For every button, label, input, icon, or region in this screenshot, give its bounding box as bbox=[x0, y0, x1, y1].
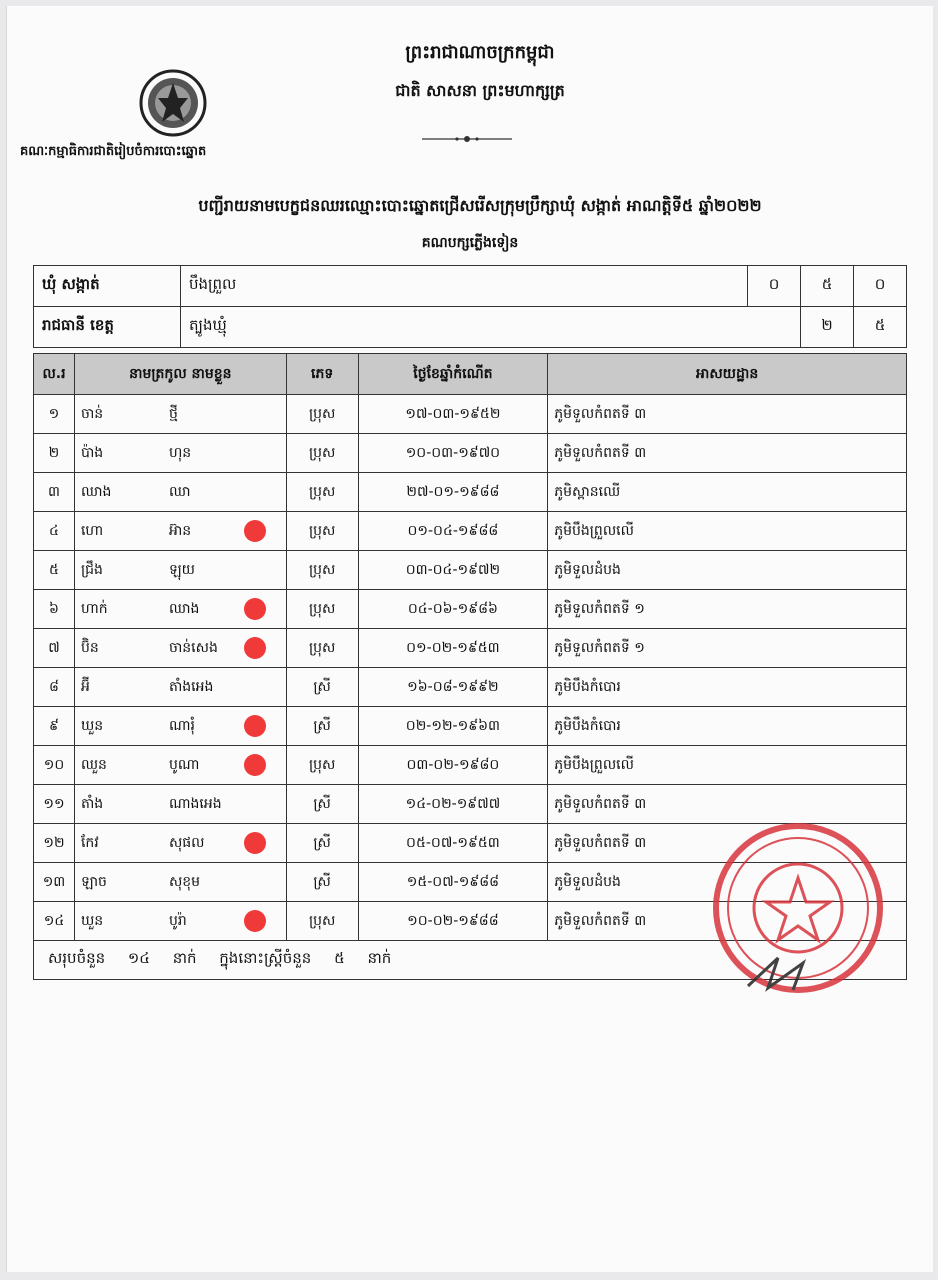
female-label: ក្នុងនោះស្ត្រីចំនួន bbox=[219, 949, 312, 967]
table-row bbox=[34, 473, 907, 512]
sex-cell: ស្រី bbox=[286, 668, 358, 707]
address-cell: ភូមិស្ពានឈើ bbox=[548, 473, 907, 512]
sex-cell: ប្រុស bbox=[286, 902, 358, 941]
table-row bbox=[34, 668, 907, 707]
address-cell: ភូមិទួលកំពតទី ៣ bbox=[548, 434, 907, 473]
row-number: ១៣ bbox=[34, 863, 75, 902]
address-cell: ភូមិបឹងព្រួលលើ bbox=[548, 746, 907, 785]
table-row bbox=[34, 551, 907, 590]
dob-cell: ១០-០២-១៩៨៨ bbox=[358, 902, 548, 941]
commune-code: ០ bbox=[854, 266, 907, 307]
dob-cell: ១៤-០២-១៩៧៧ bbox=[358, 785, 548, 824]
name-cell bbox=[74, 746, 286, 785]
address-cell: ភូមិបឹងកំបោរ bbox=[548, 707, 907, 746]
name-cell bbox=[74, 707, 286, 746]
national-motto: ជាតិ សាសនា ព្រះមហាក្សត្រ bbox=[395, 81, 565, 100]
table-row bbox=[34, 629, 907, 668]
red-mark-dot bbox=[244, 637, 266, 659]
family-name: ឃួន bbox=[80, 912, 104, 929]
name-cell bbox=[74, 863, 286, 902]
dob-cell: ១៧-០៣-១៩៥២ bbox=[358, 395, 548, 434]
committee-name: គណៈកម្មាធិការជាតិរៀបចំការបោះឆ្នោត bbox=[20, 144, 207, 159]
kingdom-heading: ព្រះរាជាណាចក្រកម្ពុជា bbox=[405, 42, 555, 63]
given-name: ណារុំ bbox=[168, 717, 195, 734]
given-name: ថ្មី bbox=[168, 405, 178, 422]
family-name: ជ្រឹង bbox=[80, 561, 103, 578]
row-number: ៩ bbox=[34, 707, 75, 746]
header-address: អាសយដ្ឋាន bbox=[548, 354, 907, 395]
family-name: អ៊ី bbox=[80, 678, 90, 695]
commune-label: ឃុំ សង្កាត់ bbox=[34, 266, 181, 307]
dob-cell: ០១-០២-១៩៥៣ bbox=[358, 629, 548, 668]
ornamental-divider bbox=[422, 135, 512, 143]
address-cell: ភូមិទួលកំពតទី ៣ bbox=[548, 902, 907, 941]
dob-cell: ១៦-០៨-១៩៩២ bbox=[358, 668, 548, 707]
table-row bbox=[34, 512, 907, 551]
family-name: ប៊ិន bbox=[80, 639, 99, 656]
dob-cell: ០៣-០៤-១៩៧២ bbox=[358, 551, 548, 590]
name-cell bbox=[74, 551, 286, 590]
sex-cell: ស្រី bbox=[286, 785, 358, 824]
family-name: ឈាង bbox=[80, 483, 112, 500]
sex-cell: ប្រុស bbox=[286, 629, 358, 668]
address-cell: ភូមិទួលកំពតទី ១ bbox=[548, 629, 907, 668]
sex-cell: ប្រុស bbox=[286, 512, 358, 551]
name-cell bbox=[74, 473, 286, 512]
name-cell bbox=[74, 902, 286, 941]
committee-logo bbox=[138, 68, 208, 138]
row-number: ១ bbox=[34, 395, 75, 434]
sex-cell: ស្រី bbox=[286, 707, 358, 746]
row-number: ២ bbox=[34, 434, 75, 473]
address-cell: ភូមិបឹងកំបោរ bbox=[548, 668, 907, 707]
table-header-row bbox=[34, 354, 907, 395]
female-unit: នាក់ bbox=[367, 949, 392, 967]
name-cell bbox=[74, 590, 286, 629]
dob-cell: ០៤-០៦-១៩៨៦ bbox=[358, 590, 548, 629]
family-name: តាំង bbox=[80, 795, 104, 812]
address-cell: ភូមិទួលកំពតទី ៣ bbox=[548, 785, 907, 824]
party-name: គណបក្សភ្លើងទៀន bbox=[421, 235, 519, 251]
commune-code: ០ bbox=[748, 266, 801, 307]
sex-cell: ស្រី bbox=[286, 824, 358, 863]
sex-cell: ប្រុស bbox=[286, 395, 358, 434]
name-cell bbox=[74, 512, 286, 551]
sex-cell: ប្រុស bbox=[286, 746, 358, 785]
red-mark-dot bbox=[244, 832, 266, 854]
red-mark-dot bbox=[244, 754, 266, 776]
family-name: ហាក់ bbox=[80, 600, 108, 617]
table-row bbox=[34, 590, 907, 629]
row-number: ៥ bbox=[34, 551, 75, 590]
given-name: ណាងអេង bbox=[168, 795, 222, 812]
dob-cell: ១០-០៣-១៩៧០ bbox=[358, 434, 548, 473]
name-cell bbox=[74, 395, 286, 434]
total-unit: នាក់ bbox=[172, 949, 197, 967]
given-name: ឈា bbox=[168, 483, 191, 500]
location-info-table bbox=[33, 265, 907, 348]
family-name: ឡាច bbox=[80, 873, 107, 890]
given-name: បូរ៉ា bbox=[168, 912, 187, 929]
header-dob: ថ្ងៃខែឆ្នាំកំណើត bbox=[358, 354, 548, 395]
name-cell bbox=[74, 785, 286, 824]
given-name: បូណា bbox=[168, 756, 200, 773]
name-cell bbox=[74, 629, 286, 668]
table-row bbox=[34, 707, 907, 746]
name-cell bbox=[74, 668, 286, 707]
address-cell: ភូមិទួលដំបង bbox=[548, 551, 907, 590]
sex-cell: ស្រី bbox=[286, 863, 358, 902]
name-cell bbox=[74, 434, 286, 473]
total-count: ១៤ bbox=[127, 949, 150, 967]
given-name: សុខុម bbox=[168, 873, 201, 890]
given-name: ឈាង bbox=[168, 600, 200, 617]
name-cell bbox=[74, 824, 286, 863]
table-row bbox=[34, 746, 907, 785]
province-code: ២ bbox=[801, 307, 854, 348]
red-mark-dot bbox=[244, 598, 266, 620]
family-name: ហោ bbox=[80, 522, 104, 539]
given-name: ចាន់សេង bbox=[168, 639, 218, 656]
family-name: ឃួន bbox=[80, 717, 104, 734]
dob-cell: ០៣-០២-១៩៨០ bbox=[358, 746, 548, 785]
row-number: ៦ bbox=[34, 590, 75, 629]
family-name: ចាន់ bbox=[80, 405, 104, 422]
given-name: អ៊ាន bbox=[168, 522, 192, 539]
commune-code: ៥ bbox=[801, 266, 854, 307]
dob-cell: ០២-១២-១៩៦៣ bbox=[358, 707, 548, 746]
address-cell: ភូមិបឹងព្រួលលើ bbox=[548, 512, 907, 551]
province-row bbox=[34, 307, 907, 348]
sex-cell: ប្រុស bbox=[286, 473, 358, 512]
row-number: ១២ bbox=[34, 824, 75, 863]
address-cell: ភូមិទួលកំពតទី ៣ bbox=[548, 824, 907, 863]
sex-cell: ប្រុស bbox=[286, 590, 358, 629]
address-cell: ភូមិទួលកំពតទី ៣ bbox=[548, 395, 907, 434]
row-number: ៧ bbox=[34, 629, 75, 668]
dob-cell: ២៧-០១-១៩៨៨ bbox=[358, 473, 548, 512]
family-name: កែវ bbox=[80, 834, 99, 851]
family-name: ឈួន bbox=[80, 756, 107, 773]
given-name: សុផល bbox=[168, 834, 205, 851]
row-number: ៨ bbox=[34, 668, 75, 707]
family-name: ប៉ាង bbox=[80, 444, 104, 461]
table-row bbox=[34, 434, 907, 473]
province-code: ៥ bbox=[854, 307, 907, 348]
row-number: ៤ bbox=[34, 512, 75, 551]
row-number: ១១ bbox=[34, 785, 75, 824]
given-name: តាំងអេង bbox=[168, 678, 214, 695]
row-number: ១០ bbox=[34, 746, 75, 785]
female-count: ៥ bbox=[334, 949, 345, 967]
header-sex: ភេទ bbox=[286, 354, 358, 395]
province-value: ត្បូងឃ្មុំ bbox=[181, 307, 801, 348]
address-cell: ភូមិទួលដំបង bbox=[548, 863, 907, 902]
address-cell: ភូមិទួលកំពតទី ១ bbox=[548, 590, 907, 629]
row-number: ១៤ bbox=[34, 902, 75, 941]
given-name: ហុន bbox=[168, 444, 192, 461]
red-mark-dot bbox=[244, 520, 266, 542]
table-row bbox=[34, 395, 907, 434]
commune-row bbox=[34, 266, 907, 307]
commune-value: បឹងព្រួល bbox=[181, 266, 748, 307]
given-name: ឡុយ bbox=[168, 561, 195, 578]
header-no: ល.រ bbox=[34, 354, 75, 395]
header-name: នាមត្រកូល នាមខ្លួន bbox=[74, 354, 286, 395]
dob-cell: ០៥-០៧-១៩៥៣ bbox=[358, 824, 548, 863]
dob-cell: ០១-០៤-១៩៨៨ bbox=[358, 512, 548, 551]
total-label: សរុបចំនួន bbox=[48, 949, 106, 967]
sex-cell: ប្រុស bbox=[286, 434, 358, 473]
row-number: ៣ bbox=[34, 473, 75, 512]
sex-cell: ប្រុស bbox=[286, 551, 358, 590]
document-title: បញ្ជីរាយនាមបេក្ខជនឈរឈ្មោះបោះឆ្នោតជ្រើសរើសក្រុមប្រឹក្សាឃុំ សង្កាត់ អាណត្តិទី៥ ឆ្នាំ២០២២ bbox=[198, 196, 762, 215]
dob-cell: ១៥-០៧-១៩៨៨ bbox=[358, 863, 548, 902]
red-mark-dot bbox=[244, 910, 266, 932]
province-label: រាជធានី ខេត្ត bbox=[34, 307, 181, 348]
red-mark-dot bbox=[244, 715, 266, 737]
official-seal bbox=[708, 818, 888, 998]
